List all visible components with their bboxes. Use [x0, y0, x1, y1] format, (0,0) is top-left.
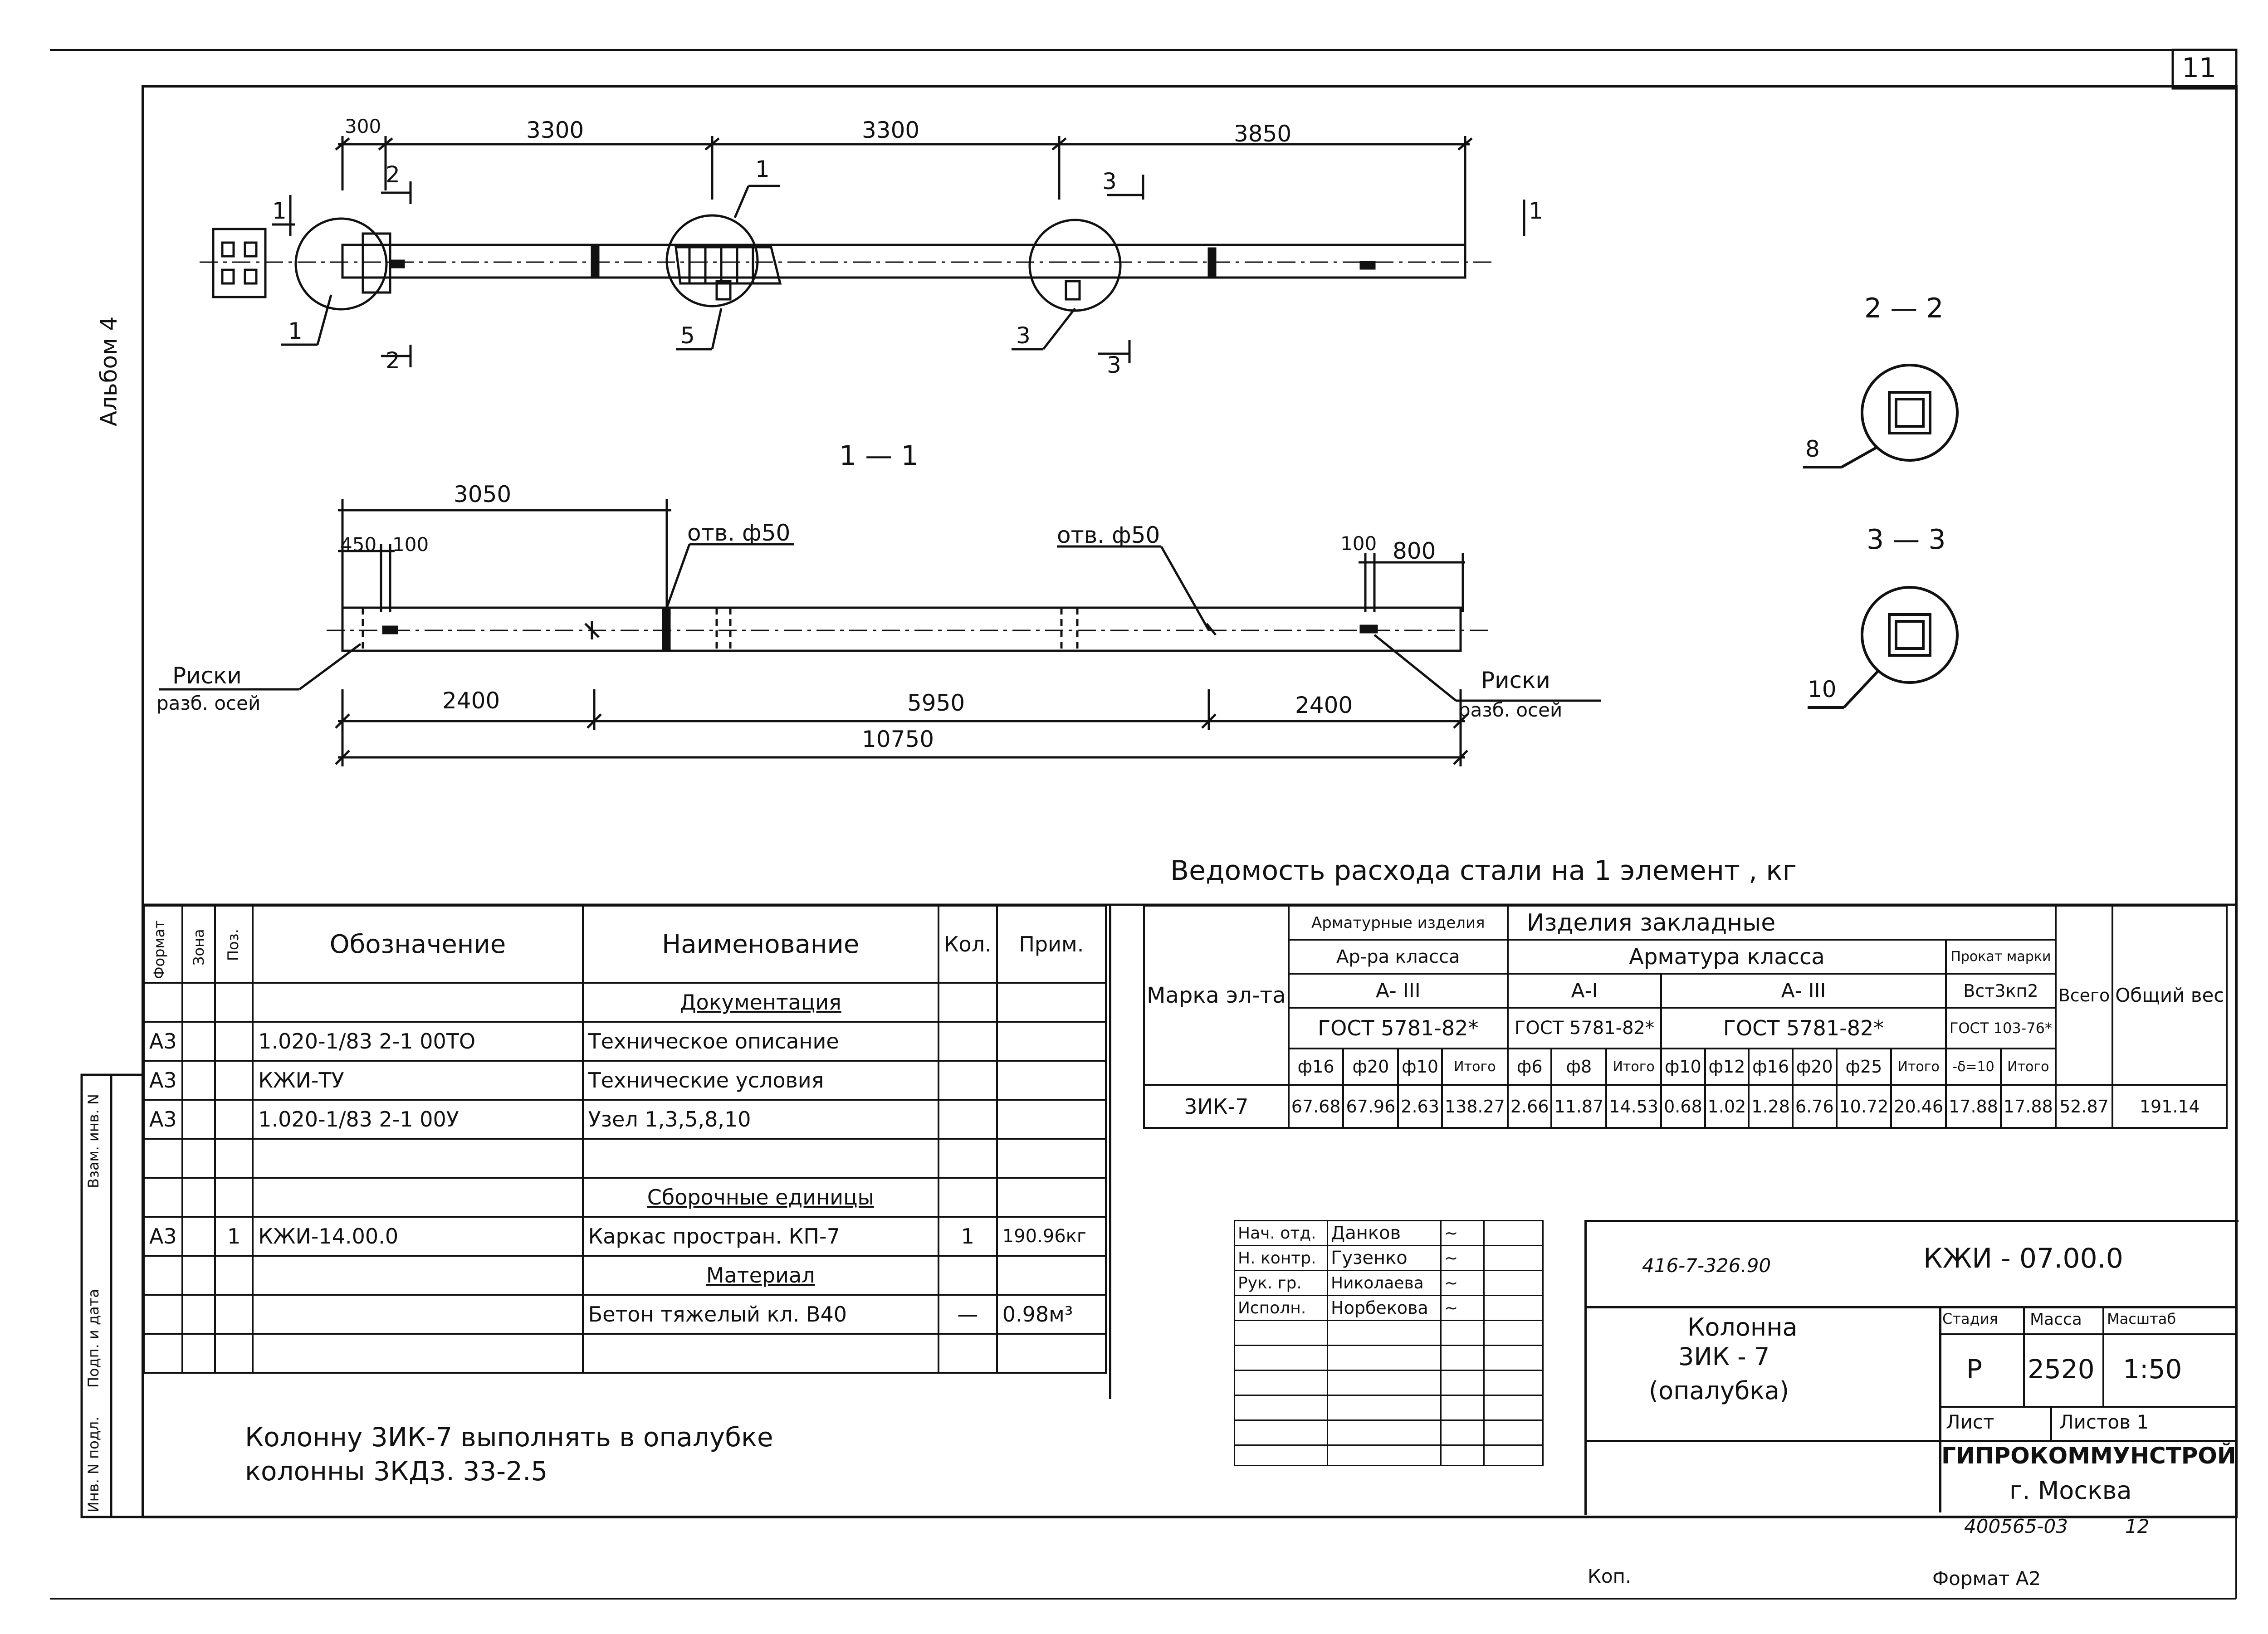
- side-label-signature: Подп. и дата: [85, 1289, 102, 1388]
- stamp-divider: [2050, 1406, 2052, 1440]
- table-row: Бетон тяжелый кл. В40 — 0.98м³: [144, 1295, 1106, 1334]
- steel-armatura-class: Арматура класса: [1508, 940, 1946, 974]
- stamp-title-2: 3ИК - 7: [1678, 1342, 1770, 1371]
- steel-value: 17.88: [1946, 1085, 2001, 1128]
- plan-dim-3300-a: 3300: [526, 117, 584, 143]
- steel-value: 1.02: [1705, 1085, 1749, 1128]
- stamp-mass-header: Масса: [2030, 1310, 2082, 1329]
- steel-total: 52.87: [2056, 1085, 2113, 1128]
- steel-gost2: ГОСТ 5781-82*: [1508, 1008, 1661, 1049]
- steel-col: Итого: [1442, 1049, 1508, 1085]
- stamp-divider: [1939, 1333, 2236, 1335]
- stamp-scale-header: Масштаб: [2107, 1310, 2176, 1327]
- section-2-callout: 8: [1805, 436, 1820, 462]
- steel-data-row: [1144, 1085, 2227, 1128]
- steel-col: ф10: [1398, 1049, 1442, 1085]
- steel-col: ф12: [1705, 1049, 1749, 1085]
- steel-value: 67.96: [1343, 1085, 1398, 1128]
- elev-dim-450: 450: [340, 533, 377, 556]
- section-mark-3-top: 3: [1102, 168, 1117, 195]
- spec-header-pos: Поз.: [215, 906, 253, 983]
- stamp-project-code: 416-7-326.90: [1642, 1254, 1771, 1277]
- steel-header-mark: Марка эл-та: [1144, 906, 1289, 1085]
- spec-header-designation: Обозначение: [253, 906, 582, 983]
- stamp-person: Норбекова: [1328, 1296, 1441, 1321]
- callout-1-left: 1: [288, 318, 303, 344]
- steel-value: 17.88: [2001, 1085, 2056, 1128]
- stamp-role: Исполн.: [1235, 1296, 1328, 1321]
- stamp-divider: [1584, 1306, 2236, 1308]
- signature: ~: [1441, 1296, 1484, 1321]
- stamp-doc-code: КЖИ - 07.00.0: [1923, 1243, 2123, 1274]
- risk-right-1: Риски: [1481, 667, 1550, 693]
- risk-right-2: разб. осей: [1458, 699, 1563, 721]
- format-label: Формат А2: [1932, 1567, 2041, 1590]
- spec-heading-docs: Документация: [679, 990, 841, 1015]
- steel-value: 10.72: [1837, 1085, 1892, 1128]
- steel-col: ф20: [1793, 1049, 1837, 1085]
- stamp-person: Гузенко: [1328, 1246, 1441, 1271]
- steel-value: 1.28: [1749, 1085, 1793, 1128]
- steel-table: [1143, 905, 2228, 1129]
- stamp-role: Н. контр.: [1235, 1246, 1328, 1271]
- stamp-person: Николаева: [1328, 1271, 1441, 1296]
- stamp-mass: 2520: [2028, 1354, 2095, 1385]
- stamp-divider: [1939, 1306, 1941, 1512]
- stamp-divider: [2023, 1306, 2025, 1406]
- callout-3: 3: [1016, 322, 1031, 349]
- steel-gost4: ГОСТ 103-76*: [1946, 1008, 2056, 1049]
- table-row: [144, 1139, 1106, 1178]
- spec-header-zone: Зона: [182, 906, 215, 983]
- steel-col: ф20: [1343, 1049, 1398, 1085]
- stamp-divider: [1584, 1440, 2236, 1442]
- spec-header-name: Наименование: [583, 906, 938, 983]
- section-mark-1-left: 1: [272, 198, 287, 224]
- stamp-title-1: Колонна: [1687, 1313, 1798, 1341]
- side-label-replacement: Взам. инв. N: [85, 1094, 102, 1188]
- steel-value: 2.66: [1508, 1085, 1552, 1128]
- stamp-stage: Р: [1966, 1354, 1982, 1385]
- elevation-title: 1 — 1: [839, 440, 919, 472]
- section-3-title: 3 — 3: [1867, 524, 1946, 556]
- stamp-role: Рук. гр.: [1235, 1271, 1328, 1296]
- copy-label: Коп.: [1588, 1565, 1632, 1587]
- spec-header-qty: Кол.: [938, 906, 997, 983]
- table-row: [144, 1178, 1106, 1217]
- steel-class-a1: А-I: [1508, 974, 1661, 1008]
- archive-number: 400565-03: [1964, 1515, 2068, 1537]
- section-mark-1-right: 1: [1529, 198, 1543, 224]
- table-row: [144, 1256, 1106, 1295]
- elev-dim-100-right: 100: [1340, 532, 1377, 555]
- page-number: 11: [2182, 52, 2217, 84]
- spec-heading-assembly: Сборочные единицы: [647, 1185, 874, 1210]
- stamp-role: Нач. отд.: [1235, 1221, 1328, 1246]
- plan-dim-3850: 3850: [1234, 121, 1292, 147]
- spec-header-row: [144, 906, 1106, 983]
- steel-col: Итого: [1606, 1049, 1661, 1085]
- stamp-signature-table: [1234, 1220, 1544, 1466]
- spec-heading-material: Материал: [706, 1263, 815, 1288]
- steel-col: ф10: [1661, 1049, 1705, 1085]
- steel-value: 11.87: [1551, 1085, 1606, 1128]
- steel-grade: Вст3кп2: [1946, 974, 2056, 1008]
- steel-class-a3: А- III: [1289, 974, 1508, 1008]
- steel-col: Итого: [1891, 1049, 1946, 1085]
- steel-col: ф8: [1551, 1049, 1606, 1085]
- signature: ~: [1441, 1271, 1484, 1296]
- stamp-row: [1235, 1296, 1543, 1321]
- spec-header-note: Прим.: [997, 906, 1106, 983]
- steel-class-a3b: А- III: [1661, 974, 1946, 1008]
- hole-label-right: отв. ф50: [1057, 522, 1160, 548]
- stamp-sheets-label: Листов 1: [2059, 1411, 2149, 1433]
- stamp-title-3: (опалубка): [1649, 1376, 1789, 1405]
- album-label: Альбом 4: [96, 316, 122, 426]
- stamp-sheet-label: Лист: [1946, 1411, 1994, 1433]
- table-row: [144, 1334, 1106, 1373]
- steel-value: 67.68: [1289, 1085, 1344, 1128]
- spec-right-border: [1109, 905, 1111, 1399]
- elev-dim-total: 10750: [862, 726, 934, 752]
- steel-value: 0.68: [1661, 1085, 1705, 1128]
- steel-value: 14.53: [1606, 1085, 1661, 1128]
- stamp-row: [1235, 1271, 1543, 1296]
- stamp-divider: [2102, 1306, 2104, 1406]
- note-line-2: колонны 3КД3. 33-2.5: [245, 1456, 548, 1487]
- table-row: А3 КЖИ-ТУ Технические условия: [144, 1061, 1106, 1100]
- signature: ~: [1441, 1221, 1484, 1246]
- elev-dim-800: 800: [1393, 538, 1436, 564]
- steel-value: 20.46: [1891, 1085, 1946, 1128]
- steel-table-title: Ведомость расхода стали на 1 элемент , кг: [1170, 855, 1797, 887]
- table-row: А3 1.020-1/83 2-1 00ТО Техническое описание: [144, 1022, 1106, 1061]
- stamp-city: г. Москва: [2009, 1476, 2132, 1505]
- steel-col: ф16: [1749, 1049, 1793, 1085]
- section-3-callout: 10: [1808, 676, 1837, 702]
- stamp-scale: 1:50: [2123, 1354, 2182, 1385]
- steel-gost3: ГОСТ 5781-82*: [1661, 1008, 1946, 1049]
- risk-left-2: разб. осей: [156, 692, 261, 714]
- table-row: [144, 983, 1106, 1022]
- stamp-row: [1235, 1221, 1543, 1246]
- section-mark-2-bottom: 2: [386, 347, 400, 374]
- stamp-org: ГИПРОКОММУНСТРОЙ: [1941, 1443, 2236, 1469]
- stamp-person: Данков: [1328, 1221, 1441, 1246]
- table-row: А3 1.020-1/83 2-1 00У Узел 1,3,5,8,10: [144, 1100, 1106, 1139]
- steel-mark: 3ИК-7: [1144, 1085, 1289, 1128]
- elev-dim-100-left: 100: [392, 533, 429, 556]
- stamp-stage-header: Стадия: [1942, 1310, 1998, 1327]
- section-2-title: 2 — 2: [1864, 293, 1944, 324]
- stamp-divider: [1939, 1406, 2236, 1408]
- callout-5: 5: [680, 322, 695, 349]
- elev-dim-3050: 3050: [454, 481, 512, 507]
- spec-header-format: Формат: [144, 906, 182, 983]
- steel-col: ф16: [1289, 1049, 1344, 1085]
- archive-sheet: 12: [2125, 1515, 2150, 1537]
- elev-dim-2400-left: 2400: [442, 688, 500, 714]
- plan-dim-3300-b: 3300: [862, 117, 920, 143]
- steel-value: 138.27: [1442, 1085, 1508, 1128]
- steel-weight: 191.14: [2112, 1085, 2227, 1128]
- steel-col: -δ=10: [1946, 1049, 2001, 1085]
- table-row: А3 1 КЖИ-14.00.0 Каркас простран. КП-7 1 190.96кг: [144, 1217, 1106, 1256]
- stamp-row: [1235, 1246, 1543, 1271]
- plan-dim-300: 300: [345, 115, 381, 137]
- steel-header-weight: Общий вес: [2112, 906, 2227, 1085]
- elev-dim-2400-right: 2400: [1295, 692, 1353, 718]
- steel-header-total: Всего: [2056, 906, 2113, 1085]
- steel-rebar-class: Ар-ра класса: [1289, 940, 1508, 974]
- steel-value: 2.63: [1398, 1085, 1442, 1128]
- callout-1-top: 1: [755, 156, 770, 182]
- specification-table: [143, 905, 1107, 1374]
- steel-col: ф6: [1508, 1049, 1552, 1085]
- side-label-inventory: Инв. N подл.: [85, 1416, 102, 1512]
- risk-left-1: Риски: [172, 663, 242, 689]
- steel-gost1: ГОСТ 5781-82*: [1289, 1008, 1508, 1049]
- signature: ~: [1441, 1246, 1484, 1271]
- steel-prokat: Прокат марки: [1946, 940, 2056, 974]
- steel-col: Итого: [2001, 1049, 2056, 1085]
- hole-label-left: отв. ф50: [687, 520, 791, 546]
- section-mark-3-bottom: 3: [1107, 352, 1121, 378]
- steel-group-rebar: Арматурные изделия: [1289, 906, 1508, 940]
- steel-group-embedded: Изделия закладные: [1508, 906, 2056, 940]
- elev-dim-5950: 5950: [907, 690, 965, 716]
- section-mark-2-top: 2: [386, 161, 400, 188]
- steel-col: ф25: [1837, 1049, 1892, 1085]
- note-line-1: Колонну 3ИК-7 выполнять в опалубке: [245, 1422, 773, 1453]
- steel-value: 6.76: [1793, 1085, 1837, 1128]
